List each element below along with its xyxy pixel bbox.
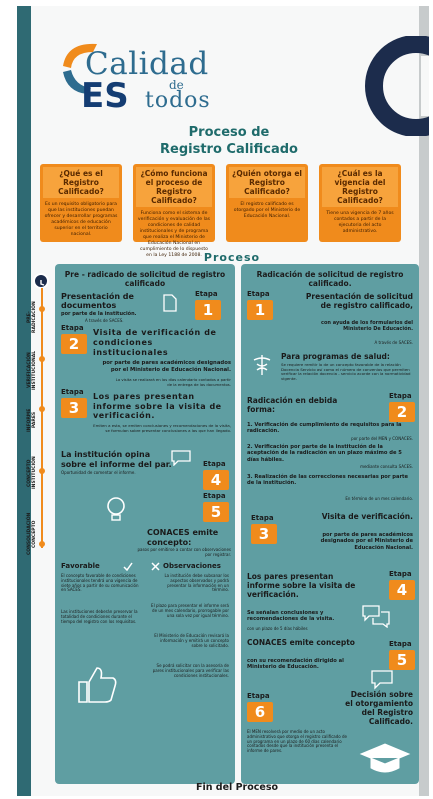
stage-1-title: Presentación de solicitud de registro calificado, xyxy=(305,292,413,310)
stage-number-badge: 4 xyxy=(203,470,229,490)
etapa-label: Etapa xyxy=(389,640,412,648)
stage-4-title: Los pares presentan informe sobre la visita de verificación. xyxy=(247,572,356,599)
observaciones-paragraph: El Ministerio de Educación revisará la información y emitirá un concepto sobre lo solicitado. xyxy=(154,633,229,648)
stage-6-note: El MEN resolverá por medio de un acto administrativo que otorga el registro calificado de un programa en un plazo de 60 días calendario contados desde que la institución presenta el informe de pares. xyxy=(247,729,348,754)
stage-4-note: Oportunidad de comentar el informe. xyxy=(61,470,136,475)
stage-5-title: CONACES emite concepto: xyxy=(147,528,219,547)
stage-5-note: pasos por emitirse a contar con observaciones por registrar. xyxy=(137,547,231,557)
stage-number-badge: 2 xyxy=(61,334,87,354)
etapa-label: Etapa xyxy=(247,290,270,298)
stage-number-badge: 5 xyxy=(389,650,415,670)
favorable-paragraph: Las instituciones deberán preservar la totalidad de condiciones durante el tiempo del registro con los requisitos. xyxy=(61,609,138,624)
stage-1-note: A través de SACES. xyxy=(374,340,413,345)
stage-number-badge: 1 xyxy=(195,300,221,320)
lightbulb-icon xyxy=(105,496,127,522)
stage-number-badge: 5 xyxy=(203,502,229,522)
stage-2-step-2-note: mediante consulta SACES. xyxy=(360,464,413,469)
clock-icon xyxy=(33,273,49,289)
etapa-label: Etapa xyxy=(61,324,84,332)
stage-2-step-1-note: por parte del MEN y CONACES. xyxy=(351,436,413,441)
stage-2-subtitle: por parte de pares académicos designados por el Ministerio de Educación Nacional. xyxy=(102,360,231,373)
column-heading: Radicación de solicitud de registro calificado. xyxy=(256,270,404,288)
stage-3-title: Visita de verificación. xyxy=(321,512,413,521)
question-box xyxy=(226,164,308,242)
calidad-es-de-todos-logo xyxy=(57,36,267,126)
stage-5-subtitle: con su recomendación dirigido al Ministerio de Educación. xyxy=(247,658,344,671)
stage-6-title: Decisión sobre el otorgamiento del Registro Calificado. xyxy=(345,690,413,726)
title-line-1: Proceso de xyxy=(188,125,270,140)
etapa-label: Etapa xyxy=(389,392,412,400)
stage-1-title: Presentación de documentos xyxy=(61,292,134,310)
logo-calidad-text: Calidad xyxy=(85,46,209,82)
chat-bubbles-icon xyxy=(361,604,391,628)
stage-number-badge: 3 xyxy=(61,398,87,418)
question-box xyxy=(133,164,215,258)
stage-2-title: Visita de verificación de condiciones institucionales xyxy=(93,328,217,357)
etapa-label: Etapa xyxy=(61,388,84,396)
etapa-label: Etapa xyxy=(389,570,412,578)
observaciones-paragraph: La institución debe subsanar los aspectos observados y podrá presentar la información en un término. xyxy=(164,573,229,593)
timeline-label: PRE-RADICACIÓN xyxy=(27,301,37,333)
question-heading: ¿Quién otorga el Registro Calificado? xyxy=(229,167,305,198)
question-heading: ¿Qué es el Registro Calificado? xyxy=(43,167,119,198)
question-answer: Tiene una vigencia de 7 años contados a partir de la ejecutoria del acto administrativo. xyxy=(326,211,394,234)
etapa-label: Etapa xyxy=(251,514,274,522)
favorable-paragraph: El concepto favorable de condiciones institucionales tendrá una vigencia de siete años a partir de su comunicación en SACES. xyxy=(61,573,139,593)
stage-number-badge: 4 xyxy=(389,580,415,600)
logo-de-text: de xyxy=(169,78,184,92)
end-of-process-label: Fin del Proceso xyxy=(195,782,279,793)
stage-1-subtitle: con ayuda de los formularios del Ministerio De Educación. xyxy=(321,320,413,332)
speech-bubble-icon xyxy=(371,670,393,690)
graduation-cap-icon xyxy=(359,742,411,776)
timeline-label: CONSOLIDACIÓN CONCEPTO xyxy=(27,512,37,556)
timeline-line xyxy=(41,288,43,548)
stage-2-note: La visita se realizará en los días calendario contados a partir de la entrega de los documentos. xyxy=(115,377,231,387)
pre-radicado-column xyxy=(55,264,235,784)
stage-5-title: CONACES emite concepto xyxy=(247,638,355,647)
health-programs-note: Se requiere remitir lo de un concepto favorable de la relación Docencia Servicio así como el número de convenios que permiten verificar la relación docencia - servicio acorde con la normatividad vigente. xyxy=(281,362,411,382)
column-heading: Pre - radicado de solicitud de registro calificado xyxy=(64,270,226,288)
speech-bubble-icon xyxy=(171,450,191,466)
timeline-label: VERIFICACIÓN INSTITUCIONAL xyxy=(27,350,37,390)
stage-1-note: A través de SACES. xyxy=(85,318,124,323)
question-answer: Es un requisito obligatorio para que las instituciones puedan ofrecer y desarrollar programas académicos de educación superior en el territorio nacional. xyxy=(44,202,118,237)
observaciones-heading: Observaciones xyxy=(163,562,221,570)
logo-es-text: ES xyxy=(81,76,129,116)
infographic-poster xyxy=(17,6,429,796)
question-heading: ¿Cómo funciona el proceso de Registro Calificado? xyxy=(136,167,212,207)
caduceus-icon xyxy=(251,354,273,376)
stage-4-note: con un plazo de 5 días hábiles xyxy=(247,626,308,631)
stage-number-badge: 6 xyxy=(247,702,273,722)
stage-4-subtitle: Se señalan conclusiones y recomendaciones de la visita. xyxy=(247,610,335,623)
question-answer: Funciona como el sistema de verificación y evaluación de las condiciones de calidad institucionales y de programa que realiza el Ministerio de Educación Nacional en cumplimiento de lo dispuesto en la Ley 1188 de 2008. xyxy=(137,211,211,258)
document-icon xyxy=(163,294,177,312)
checkmark-icon xyxy=(123,562,133,571)
question-box xyxy=(40,164,122,242)
big-c-emblem-icon xyxy=(361,36,429,136)
favorable-heading: Favorable xyxy=(61,562,100,570)
radicacion-column xyxy=(241,264,419,784)
question-heading: ¿Cuál es la vigencia del Registro Calificado? xyxy=(322,167,398,207)
section-title-proceso: Proceso xyxy=(203,251,261,264)
stage-1-subtitle: por parte de la institución. xyxy=(61,311,137,317)
x-mark-icon xyxy=(151,562,160,571)
etapa-label: Etapa xyxy=(203,492,226,500)
title-line-2: Registro Calificado xyxy=(160,142,298,157)
stage-2-step-3: 3. Realización de las correcciones necesarias por parte de la institución. xyxy=(247,474,409,487)
stage-3-title: Los pares presentan informe sobre la visita de verificación. xyxy=(93,392,222,420)
stage-number-badge: 2 xyxy=(389,402,415,422)
question-box xyxy=(319,164,401,242)
stage-number-badge: 3 xyxy=(251,524,277,544)
timeline-label: INFORME PARES xyxy=(27,408,37,432)
observaciones-paragraph: Se podrá solicitar con la asesoría de pares institucionales para verificar las condiciones institucionales. xyxy=(152,663,229,678)
stage-2-title: Radicación en debida forma: xyxy=(247,396,338,414)
stage-4-title: La institución opina sobre el informe del par. xyxy=(61,450,172,469)
stage-2-step-2: 2. Verificación por parte de la institución de la aceptación de la radicación en un plazo máximo de 5 días hábiles. xyxy=(247,444,402,463)
thumbs-up-icon xyxy=(75,664,119,704)
question-answer: El registro calificado es otorgado por el Ministerio de Educación Nacional. xyxy=(233,202,301,219)
stage-3-note: Emiten a esta, se emiten conclusiones y recomendaciones de la visita, se formulan sobre presentar conclusiones a las que han llegado. xyxy=(93,423,231,433)
etapa-label: Etapa xyxy=(247,692,270,700)
stage-number-badge: 1 xyxy=(247,300,273,320)
stage-2-step-3-note: En término de un mes calendario. xyxy=(345,496,413,501)
etapa-label: Etapa xyxy=(203,460,226,468)
health-programs-title: Para programas de salud: xyxy=(281,352,390,361)
etapa-label: Etapa xyxy=(195,290,218,298)
logo-todos-text: todos xyxy=(145,88,211,113)
stage-2-step-1: 1. Verificación de cumplimiento de requisitos para la radicación. xyxy=(247,422,402,435)
observaciones-paragraph: El plazo para presentar el informe será de un mes calendario, prorrogable por una sola vez por igual término. xyxy=(151,603,229,618)
stage-3-subtitle: por parte de pares académicos designados por el Ministerio de Educación Nacional. xyxy=(320,532,413,551)
timeline-label: CONCEPTO INSTITUCIÓN xyxy=(27,456,37,490)
page-title xyxy=(129,124,329,158)
